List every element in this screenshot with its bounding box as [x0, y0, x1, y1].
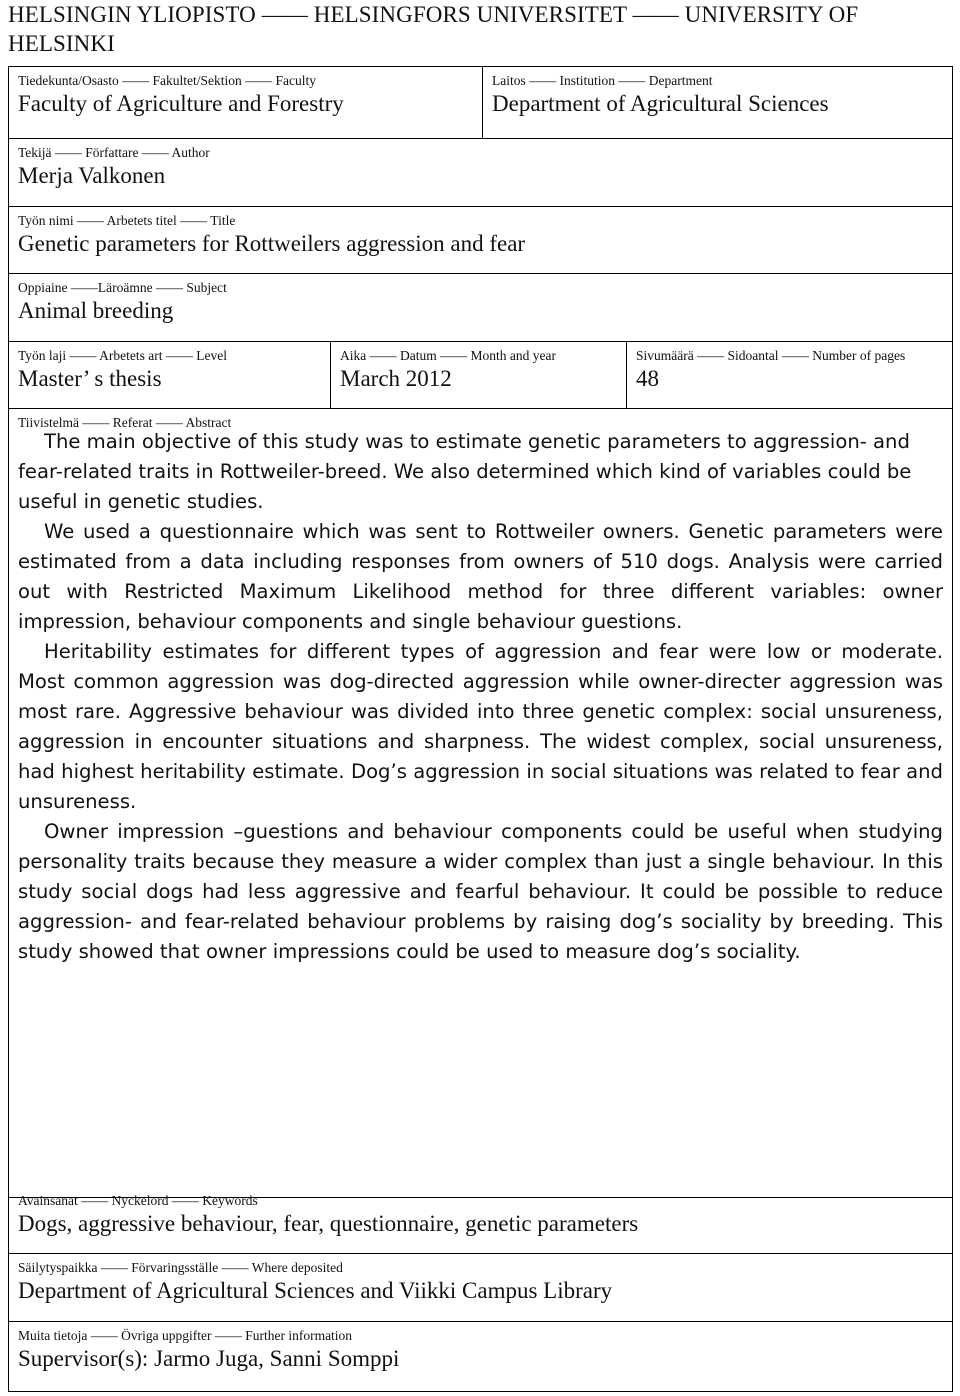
date-value: March 2012 — [340, 366, 452, 391]
pages-label: Sivumäärä —— Sidoantal —— Number of pages — [636, 348, 906, 363]
subject-row — [9, 274, 952, 342]
level-label: Työn laji —— Arbetets art —— Level — [18, 348, 228, 363]
faculty-department-row — [9, 67, 952, 139]
title-label: Työn nimi —— Arbetets titel —— Title — [18, 213, 236, 228]
faculty-cell — [9, 67, 482, 138]
university-header: HELSINGIN YLIOPISTO —— HELSINGFORS UNIVERSITET —— UNIVERSITY OF HELSINKI — [8, 2, 859, 56]
department-cell — [482, 67, 952, 138]
abstract-paragraph: Heritability estimates for different types of aggression and fear were low or moderate. Most common aggression was dog-directed aggression while owner-directer aggression was most rare. Aggressive behaviour was divided into three genetic complex: social unsureness, aggression in encounter situations and sharpness. The widest complex, social unsureness, had highest heritability estimate. Dog’s aggression in social situations was related to fear and unsureness. — [18, 640, 943, 813]
abstract-paragraph: Owner impression –guestions and behaviour components could be useful when studying personality traits because they measure a wider complex than just a single behaviour. In this study social dogs had less aggressive and fearful behaviour. It could be possible to reduce aggression- and fear-related behaviour problems by raising dog’s sociality by breeding. This study showed that owner impressions could be used to measure dog’s sociality. — [18, 820, 943, 963]
further-info-label: Muita tietoja —— Övriga uppgifter —— Further information — [18, 1328, 353, 1343]
level-cell — [9, 342, 330, 408]
subject-value: Animal breeding — [18, 298, 174, 323]
title-row — [9, 207, 952, 274]
keywords-value: Dogs, aggressive behaviour, fear, questionnaire, genetic parameters — [18, 1211, 639, 1236]
pages-value: 48 — [636, 366, 659, 391]
further-info-row — [9, 1322, 952, 1391]
keywords-label: Avainsanat —— Nyckelord —— Keywords — [18, 1193, 258, 1208]
level-value: Master’ s thesis — [18, 366, 162, 391]
date-cell — [330, 342, 626, 408]
keywords-row — [9, 1187, 952, 1254]
faculty-label: Tiedekunta/Osasto —— Fakultet/Sektion —— Faculty — [18, 73, 316, 88]
deposited-row — [9, 1254, 952, 1322]
further-info-value: Supervisor(s): Jarmo Juga, Sanni Somppi — [18, 1346, 400, 1371]
author-value: Merja Valkonen — [18, 163, 166, 188]
faculty-value: Faculty of Agriculture and Forestry — [18, 91, 344, 116]
subject-label: Oppiaine ——Läroämne —— Subject — [18, 280, 227, 295]
thesis-abstract-form — [8, 66, 953, 1392]
pages-cell — [626, 342, 952, 408]
title-value: Genetic parameters for Rottweilers aggression and fear — [18, 231, 526, 256]
abstract-paragraph: We used a questionnaire which was sent to Rottweiler owners. Genetic parameters were estimated from a data including responses from owners of 510 dogs. Analysis were carried out with Restricted Maximum Likelihood method for three different variables: owner impression, behaviour components and single behaviour guestions. — [18, 520, 943, 633]
deposited-value: Department of Agricultural Sciences and Viikki Campus Library — [18, 1278, 613, 1303]
department-label: Laitos —— Institution —— Department — [492, 73, 713, 88]
date-label: Aika —— Datum —— Month and year — [340, 348, 556, 363]
level-date-pages-row — [9, 342, 952, 409]
deposited-label: Säilytyspaikka —— Förvaringsställe —— Where deposited — [18, 1260, 343, 1275]
abstract-paragraph: The main objective of this study was to estimate genetic parameters to aggression- and fear-related traits in Rottweiler-breed. We also determined which kind of variables could be useful in genetic studies. — [18, 430, 912, 513]
author-row — [9, 139, 952, 207]
abstract-label: Tiivistelmä —— Referat —— Abstract — [18, 415, 232, 430]
author-label: Tekijä —— Författare —— Author — [18, 145, 210, 160]
department-value: Department of Agricultural Sciences — [492, 91, 829, 116]
abstract-text — [18, 427, 943, 967]
